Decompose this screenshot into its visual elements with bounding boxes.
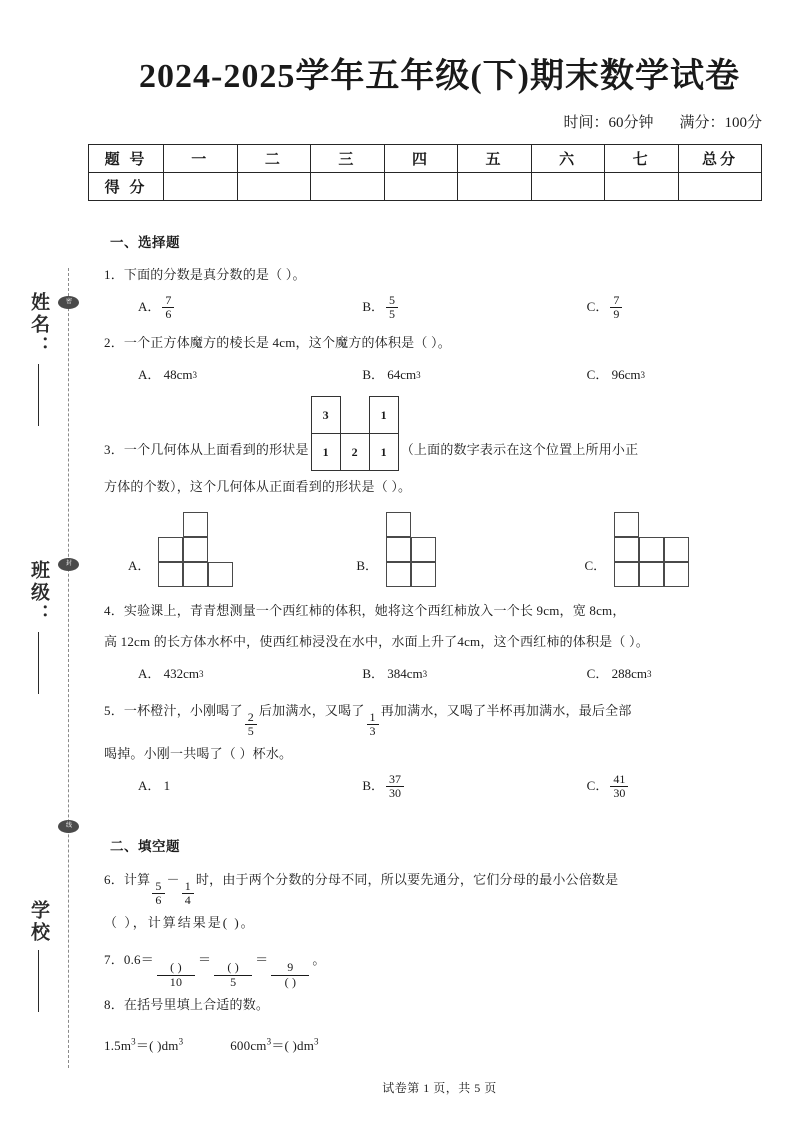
question-8-number: 8．	[104, 997, 124, 1013]
question-3-options	[104, 512, 777, 590]
option-2-a[interactable]	[104, 360, 328, 390]
top-view-cell-r0c1	[340, 397, 369, 434]
school-field-label	[12, 900, 52, 1012]
option-4-a-sup: 3	[199, 669, 204, 679]
seal-mark-icon-1: 密	[58, 296, 79, 309]
option-2-c-value: 96cm	[611, 367, 641, 382]
question-2-number: 2．	[104, 335, 124, 350]
exam-total-score-label: 满分：100分	[679, 115, 762, 131]
option-1-c-fraction: $\frac{7}{9}$	[610, 294, 622, 321]
option-3-a[interactable]	[104, 512, 324, 590]
score-cell-total[interactable]	[679, 173, 762, 201]
question-6-line2[interactable]	[104, 908, 777, 938]
question-5-number: 5．	[104, 703, 124, 718]
question-2	[104, 328, 777, 358]
school-field-label-text: 学校	[28, 900, 49, 944]
score-table-col-3: 三	[311, 145, 385, 173]
score-cell-5[interactable]	[458, 173, 532, 201]
question-6-fraction-2: $\frac{1}{4}$	[182, 880, 194, 907]
option-2-b-sup: 3	[416, 370, 421, 380]
score-table-col-4: 四	[384, 145, 458, 173]
option-4-c-label: C．	[586, 666, 609, 681]
exam-content	[86, 231, 793, 1061]
option-5-b[interactable]	[328, 771, 552, 801]
score-cell-3[interactable]	[311, 173, 385, 201]
option-4-c-sup: 3	[646, 669, 652, 679]
question-6-answer-blanks: （ ），计算结果是( )。	[104, 915, 256, 931]
question-3-text-after: （上面的数字表示在这个位置上所用小正	[400, 442, 639, 457]
option-5-c[interactable]	[553, 771, 777, 801]
question-3-text-line2: 方体的个数），这个几何体从正面看到的形状是（ ）。	[104, 479, 412, 494]
question-3	[104, 396, 777, 471]
question-6-minus: －	[166, 872, 180, 888]
question-5-seg1: 一杯橙汁，小刚喝了	[123, 703, 243, 718]
option-1-c-label: C．	[586, 299, 609, 314]
option-2-a-label: A．	[138, 367, 161, 382]
question-4-line2	[104, 627, 777, 657]
class-field-label	[12, 560, 52, 694]
conversion-2-from-sup: 3	[266, 1036, 272, 1047]
top-view-cell-r1c1: 2	[340, 434, 369, 471]
conversion-1[interactable]	[104, 1038, 183, 1053]
option-3-b[interactable]	[324, 512, 556, 590]
option-2-c-label: C．	[586, 367, 609, 382]
option-3-b-shape	[386, 512, 446, 590]
seal-mark-icon-3: 线	[58, 820, 79, 833]
question-5-seg3: 再加满水，又喝了半杯再加满水，最后全部	[380, 703, 632, 718]
class-field-label-text: 班级：	[28, 560, 49, 626]
name-field-label	[12, 292, 52, 426]
option-4-b[interactable]	[328, 659, 552, 689]
question-5-seg2: 后加满水，又喝了	[258, 703, 365, 718]
score-table-col-7: 七	[605, 145, 679, 173]
question-8-text: 在括号里填上合适的数。	[123, 997, 270, 1013]
score-table-col-total: 总分	[679, 145, 762, 173]
score-table-row-header-2: 得 分	[89, 173, 164, 201]
score-table-col-5: 五	[458, 145, 532, 173]
table-row-question-numbers	[89, 145, 762, 173]
question-6-seg2: 时，由于两个分数的分母不同，所以要先通分，它们分母的最小公倍数是	[195, 872, 619, 888]
question-5-fraction-2: $\frac{1}{3}$	[367, 711, 379, 738]
option-2-b-label: B．	[362, 367, 384, 382]
question-5-text-line2: 喝掉。小刚一共喝了（ ）杯水。	[104, 746, 293, 762]
question-7-eq-2: ＝	[255, 952, 269, 968]
score-table-col-6: 六	[531, 145, 605, 173]
option-4-b-sup: 3	[422, 669, 428, 679]
exam-page	[86, 0, 793, 1122]
question-1-text: 下面的分数是真分数的是（ ）。	[123, 267, 306, 282]
conversion-2-from: 600cm	[230, 1037, 267, 1053]
option-3-b-label: B．	[356, 557, 378, 573]
option-4-a-value: 432cm	[163, 666, 200, 681]
question-6-fraction-1: $\frac{5}{6}$	[152, 880, 164, 907]
school-write-rule	[38, 950, 39, 1012]
conversion-1-from: 1.5m	[104, 1037, 132, 1053]
option-5-c-fraction: $\frac{41}{30}$	[610, 773, 628, 800]
conversion-1-to-sup: 3	[178, 1036, 184, 1047]
option-3-c[interactable]	[557, 512, 777, 590]
name-field-label-text: 姓名：	[28, 292, 49, 358]
score-table	[88, 144, 762, 201]
question-5-line1	[104, 695, 777, 738]
conversion-1-close: )dm	[157, 1037, 179, 1053]
option-5-a-value: 1	[163, 778, 171, 794]
question-3-text-before: 一个几何体从上面看到的形状是	[123, 442, 309, 457]
question-6-line1	[104, 864, 777, 907]
question-7-fraction-1[interactable]: $\frac{( )}{10}$	[157, 961, 195, 990]
option-1-c[interactable]	[553, 292, 777, 322]
option-3-a-label: A．	[128, 557, 151, 573]
question-7-fraction-3[interactable]: $\frac{9}{( )}$	[271, 961, 309, 990]
top-view-cell-r1c0: 1	[311, 434, 340, 471]
table-row-scores	[89, 173, 762, 201]
option-1-a-label: A．	[138, 299, 161, 314]
option-2-c[interactable]	[553, 360, 777, 390]
option-2-c-sup: 3	[640, 370, 645, 380]
option-1-b-fraction: $\frac{5}{5}$	[386, 294, 398, 321]
question-4-number: 4．	[104, 603, 124, 618]
option-4-a[interactable]	[104, 659, 328, 689]
seal-dashed-line	[68, 268, 69, 1068]
option-4-b-label: B．	[362, 666, 384, 681]
option-4-b-value: 384cm	[387, 666, 423, 681]
question-8	[104, 990, 777, 1020]
score-cell-2[interactable]	[237, 173, 311, 201]
top-view-cell-r0c0: 3	[311, 397, 340, 434]
question-4-text-line2: 高 12cm 的长方体水杯中，使西红柿浸没在水中，水面上升了4cm，这个西红柿的体积是（ ）。	[104, 634, 649, 649]
section-heading-choice: 一、选择题	[110, 235, 180, 250]
question-7	[104, 942, 777, 989]
question-2-options	[104, 360, 777, 390]
question-5-fraction-1: $\frac{2}{5}$	[245, 711, 257, 738]
question-1-options	[104, 292, 777, 322]
option-1-b[interactable]	[328, 292, 552, 322]
option-3-c-shape	[614, 512, 694, 590]
option-2-b[interactable]	[328, 360, 552, 390]
option-5-a[interactable]	[104, 771, 328, 801]
question-5-options	[104, 771, 777, 801]
question-7-tail: 。	[312, 952, 326, 968]
question-6-seg1: 计算	[123, 872, 151, 888]
score-table-col-1: 一	[164, 145, 238, 173]
option-5-a-label: A．	[138, 778, 161, 794]
option-1-b-label: B．	[362, 299, 384, 314]
top-view-cell-r0c2: 1	[369, 397, 398, 434]
option-4-c-value: 288cm	[611, 666, 647, 681]
score-cell-7[interactable]	[605, 173, 679, 201]
score-table-row-header-1: 题 号	[89, 145, 164, 173]
option-4-c[interactable]	[553, 659, 777, 689]
question-1-number: 1．	[104, 267, 124, 282]
option-2-a-value: 48cm	[163, 367, 193, 382]
question-4-line1	[104, 596, 777, 626]
conversion-1-from-sup: 3	[131, 1036, 136, 1047]
score-table-col-2: 二	[237, 145, 311, 173]
name-write-rule	[38, 364, 39, 426]
top-view-cell-r1c2: 1	[369, 434, 398, 471]
table-row	[311, 434, 398, 471]
option-5-b-fraction: $\frac{37}{30}$	[386, 773, 404, 800]
exam-meta	[86, 111, 793, 132]
question-7-number: 7．	[104, 952, 124, 968]
option-2-a-sup: 3	[192, 370, 198, 380]
conversion-2[interactable]	[230, 1038, 319, 1053]
option-1-a[interactable]	[104, 292, 328, 322]
option-1-a-fraction: $\frac{7}{6}$	[162, 294, 174, 321]
question-1	[104, 260, 777, 290]
question-8-conversions	[104, 1026, 777, 1060]
question-7-fraction-2[interactable]: $\frac{( )}{5}$	[214, 961, 252, 990]
section-heading-fill: 二、填空题	[110, 839, 180, 855]
option-2-b-value: 64cm	[387, 367, 417, 382]
left-seal-margin	[0, 0, 86, 1122]
question-5-line2	[104, 739, 777, 769]
score-cell-6[interactable]	[531, 173, 605, 201]
conversion-2-close: )dm	[292, 1037, 315, 1053]
score-cell-4[interactable]	[384, 173, 458, 201]
option-4-a-label: A．	[138, 666, 161, 681]
question-2-text: 一个正方体魔方的棱长是 4cm，这个魔方的体积是（ ）。	[123, 335, 451, 350]
option-3-c-label: C．	[584, 557, 607, 573]
class-write-rule	[38, 632, 39, 694]
question-3-line2	[104, 472, 777, 502]
question-3-top-view-grid	[311, 396, 399, 471]
conversion-1-eq: ＝(	[135, 1037, 154, 1053]
exam-time-label: 时间：60分钟	[563, 115, 654, 131]
option-3-a-shape	[158, 512, 236, 590]
score-cell-1[interactable]	[164, 173, 238, 201]
option-5-b-label: B．	[362, 778, 384, 794]
question-6-number: 6．	[104, 872, 124, 888]
seal-mark-icon-2: 封	[58, 558, 79, 571]
question-4-options	[104, 659, 777, 689]
table-row	[311, 397, 398, 434]
question-3-number: 3．	[104, 442, 124, 457]
page-footer: 试卷第 1 页，共 5 页	[382, 1081, 497, 1095]
conversion-2-to-sup: 3	[314, 1036, 319, 1047]
question-4-text-line1: 实验课上，青青想测量一个西红柿的体积，她将这个西红柿放入一个长 9cm，宽 8cm，	[123, 603, 626, 618]
option-5-c-label: C．	[586, 778, 609, 794]
question-7-eq-1: ＝	[197, 952, 212, 968]
page-title: 2024-2025学年五年级(下)期末数学试卷	[139, 58, 740, 95]
conversion-2-eq: ＝(	[271, 1037, 290, 1053]
question-7-lead: 0.6＝	[123, 952, 154, 968]
